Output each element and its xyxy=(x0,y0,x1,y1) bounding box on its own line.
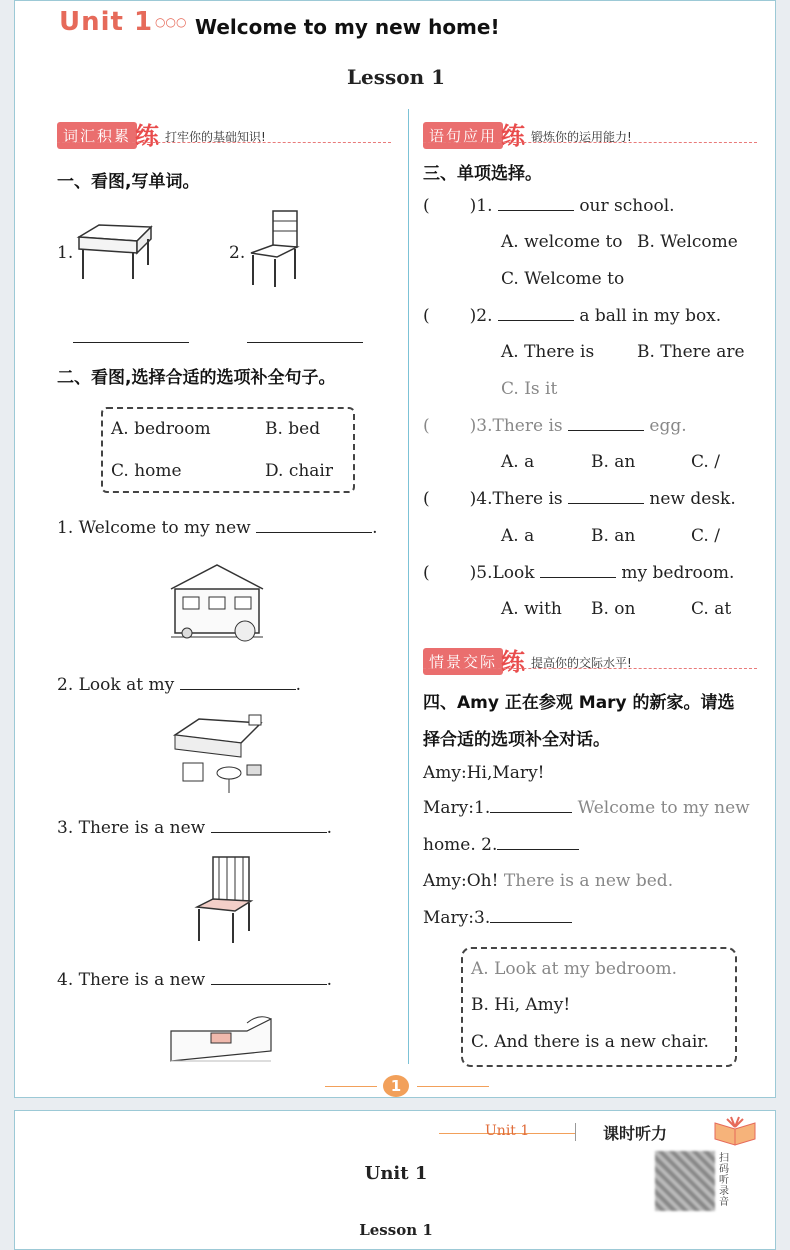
vocab-banner xyxy=(57,113,391,150)
mc-option[interactable]: C. at xyxy=(691,599,732,619)
mc-question: ( )5.Look my bedroom. xyxy=(423,563,735,583)
page2-lesson-title: Lesson 1 xyxy=(359,1221,433,1239)
bed-icon xyxy=(167,1011,277,1067)
banner-tag: 情景交际 xyxy=(423,648,503,675)
unit-label: Unit 1 xyxy=(59,7,154,37)
mc-option[interactable]: A. welcome to xyxy=(501,232,623,252)
dialog-option: A. Look at my bedroom. xyxy=(471,959,677,979)
item-number: 1. xyxy=(57,243,74,263)
chair-icon xyxy=(193,855,257,945)
mc-option[interactable]: C. / xyxy=(691,526,720,546)
unit-title: Welcome to my new home! xyxy=(195,15,500,39)
mc-option[interactable]: C. / xyxy=(691,452,720,472)
column-divider xyxy=(408,109,409,1064)
mc-option[interactable]: A. a xyxy=(501,452,535,472)
page2-unit-title: Unit 1 xyxy=(364,1163,428,1184)
table-icon xyxy=(75,221,155,283)
question-text: 2. Look at my . xyxy=(57,675,301,695)
word-option: B. bed xyxy=(265,419,321,439)
bedroom-icon xyxy=(169,713,269,797)
mc-option[interactable]: A. a xyxy=(501,526,535,546)
banner-subtitle: 锻炼你的运用能力! xyxy=(531,130,632,144)
section4-heading: 择合适的选项补全对话。 xyxy=(423,730,610,750)
banner-tag: 词汇积累 xyxy=(57,122,137,149)
section-title: 课时听力 xyxy=(603,1124,668,1143)
banner-subtitle: 提高你的交际水平! xyxy=(531,656,632,670)
mc-option[interactable]: B. on xyxy=(591,599,636,619)
item-number: 2. xyxy=(229,243,246,263)
word-option: C. home xyxy=(111,461,182,481)
mc-option[interactable]: A. There is xyxy=(501,342,595,362)
qr-code-icon[interactable] xyxy=(655,1151,715,1211)
banner-big: 练 xyxy=(501,122,526,150)
banner-tag: 语句应用 xyxy=(423,122,503,149)
unit-dots: ○○○ xyxy=(155,15,187,29)
mc-option[interactable]: A. with xyxy=(501,599,562,619)
question-text: 1. Welcome to my new . xyxy=(57,518,378,538)
page-number: 1 xyxy=(383,1075,409,1097)
mc-question: ( )1. our school. xyxy=(423,196,675,216)
dialog-line: Mary:3. xyxy=(423,908,572,928)
book-icon xyxy=(711,1115,761,1147)
worksheet-page xyxy=(14,0,776,1098)
mc-option[interactable]: C. Welcome to xyxy=(501,269,625,289)
footer-rule xyxy=(417,1086,489,1087)
mc-question: ( )2. a ball in my box. xyxy=(423,306,722,326)
mc-question: ( )3.There is egg. xyxy=(423,416,687,436)
mc-option[interactable]: B. Welcome xyxy=(637,232,738,252)
mc-option[interactable]: B. There are xyxy=(637,342,745,362)
section2-heading: 二、看图,选择合适的选项补全句子。 xyxy=(57,368,336,388)
dialog-option: C. And there is a new chair. xyxy=(471,1032,709,1052)
qr-caption: 扫码听录音 xyxy=(719,1153,729,1208)
house-icon xyxy=(167,559,267,647)
lesson-title: Lesson 1 xyxy=(346,65,446,89)
banner-subtitle: 打牢你的基础知识! xyxy=(165,130,266,144)
section4-heading: 四、Amy 正在参观 Mary 的新家。请选 xyxy=(423,693,735,713)
dialog-line: home. 2. xyxy=(423,835,579,855)
mc-question: ( )4.There is new desk. xyxy=(423,489,736,509)
section3-heading: 三、单项选择。 xyxy=(423,164,542,184)
banner-big: 练 xyxy=(501,648,526,676)
dialog-line: Amy:Oh! There is a new bed. xyxy=(423,871,674,891)
footer-rule xyxy=(325,1086,377,1087)
dialog-option: B. Hi, Amy! xyxy=(471,995,571,1015)
section1-heading: 一、看图,写单词。 xyxy=(57,172,200,192)
question-text: 4. There is a new . xyxy=(57,970,333,990)
dialog-banner xyxy=(423,639,757,676)
sentence-banner xyxy=(423,113,757,150)
dialog-line: Mary:1. Welcome to my new xyxy=(423,798,750,818)
mc-option[interactable]: C. Is it xyxy=(501,379,558,399)
word-option: D. chair xyxy=(265,461,333,481)
chair-icon xyxy=(245,209,305,289)
word-option: A. bedroom xyxy=(111,419,211,439)
question-text: 3. There is a new . xyxy=(57,818,333,838)
answer-blank[interactable] xyxy=(73,341,189,343)
dialog-line: Amy:Hi,Mary! xyxy=(423,763,545,783)
banner-big: 练 xyxy=(135,122,160,150)
mc-option[interactable]: B. an xyxy=(591,452,636,472)
next-page xyxy=(14,1110,776,1250)
tab-divider xyxy=(575,1123,576,1141)
answer-blank[interactable] xyxy=(247,341,363,343)
unit-tab: Unit 1 xyxy=(485,1123,530,1139)
mc-option[interactable]: B. an xyxy=(591,526,636,546)
